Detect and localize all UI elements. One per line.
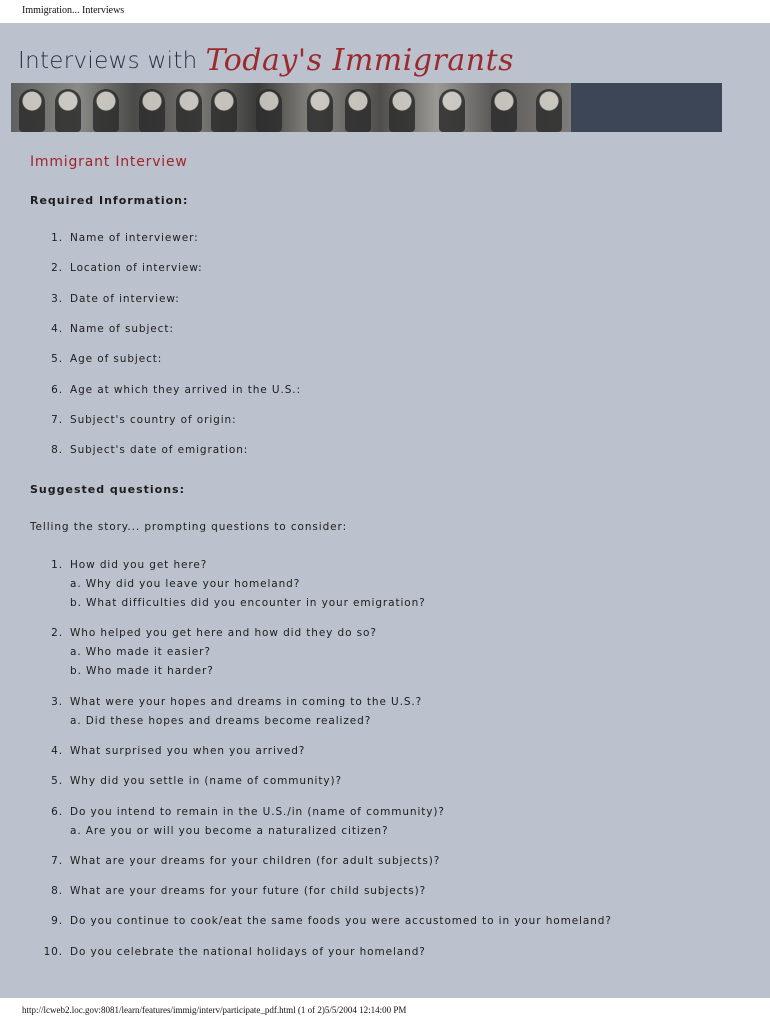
required-item: Subject's country of origin:	[70, 413, 237, 426]
list-item-number: 5.	[51, 775, 63, 788]
list-item-number: 5.	[51, 353, 63, 366]
list-item-number: 9.	[51, 915, 63, 928]
question-subitem: a. Are you or will you become a naturalized citizen?	[70, 824, 389, 837]
required-item: Name of interviewer:	[70, 232, 199, 244]
question-subitem: a. Why did you leave your homeland?	[70, 578, 301, 590]
section-title: Immigrant Interview	[30, 154, 188, 170]
question-item: Do you celebrate the national holidays of your homeland?	[70, 945, 426, 958]
required-item: Date of interview:	[70, 292, 180, 305]
required-item: Age at which they arrived in the U.S.:	[70, 383, 301, 396]
banner-title	[18, 38, 514, 78]
suggested-heading: Suggested questions:	[30, 483, 186, 496]
portrait-collage-image	[11, 83, 571, 132]
required-item: Age of subject:	[70, 353, 163, 366]
banner-title-left: Interviews with	[18, 48, 198, 74]
list-item-number: 1.	[51, 559, 63, 571]
required-item: Name of subject:	[70, 322, 174, 335]
banner-title-right: Today's Immigrants	[205, 43, 515, 78]
list-item-number: 10.	[43, 945, 63, 958]
list-item-number: 2.	[51, 262, 63, 275]
question-item: How did you get here?	[70, 559, 208, 571]
list-item-number: 3.	[51, 695, 63, 708]
question-item: What were your hopes and dreams in coming to the U.S.?	[70, 695, 423, 708]
question-subitem: b. Who made it harder?	[70, 665, 214, 678]
question-item: Who helped you get here and how did they do so?	[70, 627, 377, 640]
portrait-photo-strip	[11, 83, 722, 132]
list-item-number: 8.	[51, 885, 63, 898]
question-item: What surprised you when you arrived?	[70, 744, 306, 757]
pdf-page-footer: http://lcweb2.loc.gov:8081/learn/features/immig/interv/participate_pdf.html (1 of 2)5/5/2004 12:14:00 PM	[22, 1005, 407, 1015]
list-item-number: 6.	[51, 383, 63, 396]
question-subitem: a. Who made it easier?	[70, 646, 211, 659]
required-item: Location of interview:	[70, 262, 203, 275]
list-item-number: 7.	[51, 413, 63, 426]
list-item-number: 7.	[51, 854, 63, 867]
list-item-number: 3.	[51, 292, 63, 305]
question-item: Do you continue to cook/eat the same foods you were accustomed to in your homeland?	[70, 915, 612, 928]
question-subitem: b. What difficulties did you encounter in your emigration?	[70, 597, 426, 609]
pdf-page-header: Immigration... Interviews	[22, 5, 125, 16]
list-item-number: 6.	[51, 805, 63, 818]
list-item-number: 1.	[51, 232, 63, 244]
list-item-number: 2.	[51, 627, 63, 640]
question-item: What are your dreams for your children (for adult subjects)?	[70, 854, 441, 867]
question-item: Do you intend to remain in the U.S./in (name of community)?	[70, 805, 445, 818]
question-item: Why did you settle in (name of community)?	[70, 775, 342, 788]
required-item: Subject's date of emigration:	[70, 444, 249, 457]
suggested-intro: Telling the story... prompting questions to consider:	[30, 521, 348, 533]
list-item-number: 4.	[51, 322, 63, 335]
question-subitem: a. Did these hopes and dreams become realized?	[70, 714, 372, 727]
list-item-number: 4.	[51, 744, 63, 757]
required-heading: Required Information:	[30, 194, 189, 207]
list-item-number: 8.	[51, 444, 63, 457]
question-item: What are your dreams for your future (for child subjects)?	[70, 885, 427, 898]
